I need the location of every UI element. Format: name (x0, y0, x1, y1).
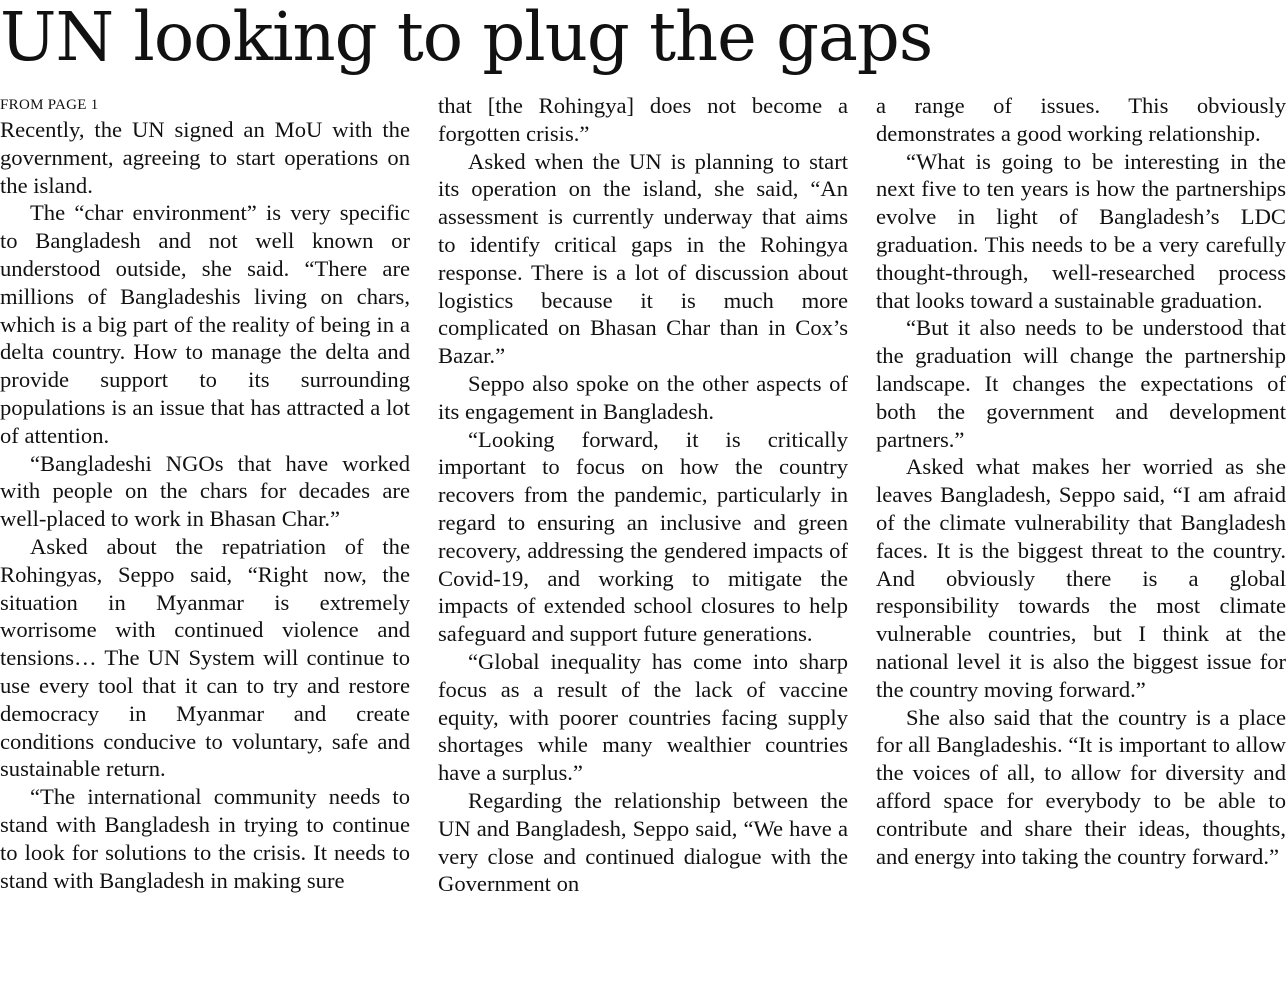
paragraph: “Looking forward, it is critically important to focus on how the country recovers from the pandemic, particularly in regard to ensuring an inclusive and green recovery, addressing the gendered impacts of Covid-19, and working to mitigate the impacts of extended school closures to help safeguard and support future generations. (438, 426, 848, 647)
paragraph-continued: a range of issues. This obviously demonstrates a good working relationship. (876, 93, 1286, 146)
paragraph: “But it also needs to be understood that the graduation will change the partnership landscape. It changes the expectations of both the government and development partners.” (876, 315, 1286, 452)
article-column-2 (438, 92, 848, 982)
paragraph: Asked when the UN is planning to start its operation on the island, she said, “An assessment is currently underway that aims to identify critical gaps in the Rohingya response. There is a lot of discussion about logistics because it is much more complicated on Bhasan Char than in Cox’s Bazar.” (438, 148, 848, 369)
paragraph: Seppo also spoke on the other aspects of its engagement in Bangladesh. (438, 370, 848, 424)
article-column-1 (0, 96, 410, 986)
paragraph: “What is going to be interesting in the next five to ten years is how the partnerships evolve in light of Bangladesh’s LDC graduation. This needs to be a very carefully thought-through, well-researched process that looks toward a sustainable graduation. (876, 148, 1286, 313)
headline: UN looking to plug the gaps (0, 0, 933, 76)
paragraph: She also said that the country is a place for all Bangladeshis. “It is important to allow the voices of all, to allow for diversity and afford space for everybody to be able to contribute and share their ideas, thoughts, and energy into taking the country forward.” (876, 704, 1286, 869)
paragraph: Asked about the repatriation of the Rohingyas, Seppo said, “Right now, the situation in Myanmar is extremely worrisome with continued violence and tensions… The UN System will continue to use every tool that it can to try and restore democracy in Myanmar and create conditions conducive to voluntary, safe and sustainable return. (0, 533, 410, 782)
paragraph: “Global inequality has come into sharp focus as a result of the lack of vaccine equity, with poorer countries facing supply shortages while many wealthier countries have a surplus.” (438, 648, 848, 786)
paragraph: Regarding the relationship between the UN and Bangladesh, Seppo said, “We have a very close and continued dialogue with the Government on (438, 787, 848, 897)
paragraph-continued: that [the Rohingya] does not become a forgotten crisis.” (438, 93, 848, 146)
jump-line: FROM PAGE 1 (0, 97, 99, 113)
paragraph: “Bangladeshi NGOs that have worked with people on the chars for decades are well-placed to work in Bhasan Char.” (0, 450, 410, 532)
paragraph: Recently, the UN signed an MoU with the government, agreeing to start operations on the island. (0, 117, 410, 198)
paragraph: “The international community needs to stand with Bangladesh in trying to continue to look for solutions to the crisis. It needs to stand with Bangladesh in making sure (0, 784, 410, 893)
article-column-3 (876, 92, 1286, 982)
paragraph: The “char environment” is very specific to Bangladesh and not well known or understood outside, she said. “There are millions of Bangladeshis living on chars, which is a big part of the reality of being in a delta country. How to manage the delta and provide support to its surrounding populations is an issue that has attracted a lot of attention. (0, 200, 410, 448)
paragraph: Asked what makes her worried as she leaves Bangladesh, Seppo said, “I am afraid of the climate vulnerability that Bangladesh faces. It is the biggest threat to the country. And obviously there is a global responsibility towards the most climate vulnerable countries, but I think at the national level it is also the biggest issue for the country moving forward.” (876, 454, 1286, 702)
